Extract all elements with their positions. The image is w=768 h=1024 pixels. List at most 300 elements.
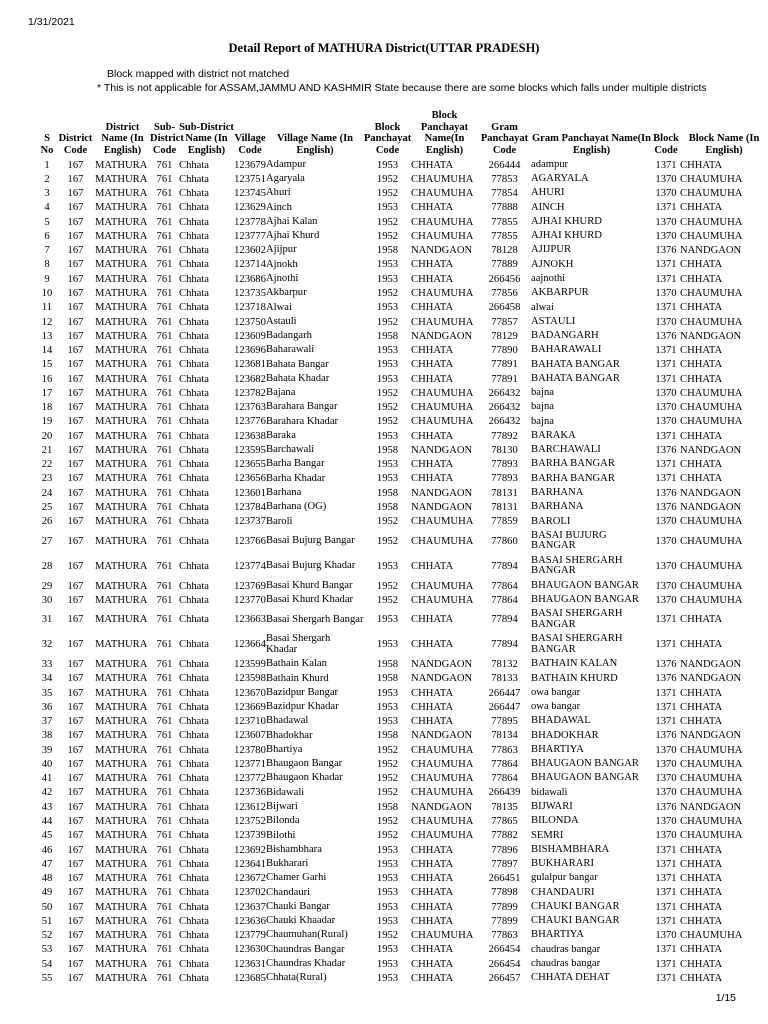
- cell-sub-district-name: Chhata: [179, 614, 210, 626]
- cell-sub-district-code: 761: [156, 901, 173, 913]
- cell-block-panchayat-code: 1953: [376, 844, 399, 856]
- cell-district-code: 167: [67, 958, 84, 970]
- cell-s-no: 35: [41, 687, 53, 699]
- cell-gram-panchayat-name: BASAI SHERGARH BANGAR: [531, 608, 623, 630]
- cell-block-code: 1371: [655, 273, 677, 285]
- cell-village-name: Barahara Bangar: [266, 401, 338, 413]
- cell-block-panchayat-name: CHHATA: [411, 202, 454, 214]
- header-district-code: District Code: [58, 133, 93, 156]
- cell-district-code: 167: [67, 202, 84, 214]
- cell-s-no: 21: [41, 444, 53, 456]
- cell-block-panchayat-code: 1953: [376, 302, 399, 314]
- cell-block-panchayat-code: 1953: [376, 972, 399, 984]
- cell-block-panchayat-code: 1953: [376, 915, 399, 927]
- cell-village-name: Badangarh: [266, 330, 312, 342]
- cell-gram-panchayat-code: 78133: [491, 673, 518, 685]
- cell-gram-panchayat-code: 77891: [491, 359, 518, 371]
- table-row: [38, 401, 768, 415]
- cell-district-code: 167: [67, 815, 84, 827]
- cell-district-code: 167: [67, 773, 84, 785]
- cell-gram-panchayat-code: 77856: [491, 288, 518, 300]
- cell-s-no: 11: [41, 302, 53, 314]
- cell-village-name: Ajhai Khurd: [266, 230, 320, 242]
- cell-village-code: 123679: [234, 159, 266, 171]
- cell-block-panchayat-code: 1952: [376, 288, 399, 300]
- cell-block-panchayat-code: 1952: [376, 744, 399, 756]
- cell-sub-district-code: 761: [156, 614, 173, 626]
- cell-district-code: 167: [67, 273, 84, 285]
- cell-village-code: 123777: [234, 230, 266, 242]
- cell-block-code: 1371: [655, 345, 677, 357]
- cell-district-name: MATHURA: [95, 687, 148, 699]
- cell-block-code: 1371: [655, 614, 677, 626]
- cell-village-name: Bidawali: [266, 786, 305, 798]
- cell-sub-district-name: Chhata: [179, 958, 210, 970]
- cell-block-panchayat-code: 1953: [376, 473, 399, 485]
- cell-district-code: 167: [67, 716, 84, 728]
- cell-district-name: MATHURA: [95, 873, 148, 885]
- cell-district-name: MATHURA: [95, 815, 148, 827]
- cell-s-no: 46: [41, 844, 53, 856]
- cell-block-name: CHAUMUHA: [680, 744, 743, 756]
- header-block-panchayat-code: Block Panchayat Code: [364, 121, 412, 156]
- cell-village-name: Barahara Khadar: [266, 415, 339, 427]
- cell-block-panchayat-code: 1953: [376, 858, 399, 870]
- cell-sub-district-name: Chhata: [179, 887, 210, 899]
- cell-block-panchayat-code: 1953: [376, 560, 399, 572]
- cell-block-name: CHHATA: [680, 858, 723, 870]
- cell-block-name: NANDGAON: [680, 245, 742, 257]
- cell-gram-panchayat-name: BIJWARI: [531, 800, 573, 812]
- cell-village-name: Ajijpur: [266, 244, 297, 256]
- cell-district-code: 167: [67, 430, 84, 442]
- table-row: [38, 686, 768, 700]
- cell-village-code: 123771: [234, 758, 266, 770]
- cell-district-code: 167: [67, 188, 84, 200]
- cell-block-code: 1370: [655, 815, 677, 827]
- cell-block-panchayat-code: 1953: [376, 716, 399, 728]
- cell-village-name: Basai Bujurg Khadar: [266, 560, 356, 572]
- cell-district-name: MATHURA: [95, 673, 148, 685]
- cell-block-panchayat-name: CHAUMUHA: [411, 535, 474, 547]
- table-row: [38, 429, 768, 443]
- cell-block-code: 1371: [655, 430, 677, 442]
- cell-village-code: 123763: [234, 402, 266, 414]
- cell-village-code: 123772: [234, 773, 266, 785]
- cell-village-name: Bishambhara: [266, 843, 322, 855]
- cell-gram-panchayat-name: BADANGARH: [531, 330, 599, 342]
- cell-sub-district-name: Chhata: [179, 730, 210, 742]
- table-row: [38, 301, 768, 315]
- cell-block-name: CHHATA: [680, 259, 723, 271]
- cell-block-name: CHAUMUHA: [680, 316, 743, 328]
- cell-gram-panchayat-code: 266451: [488, 873, 521, 885]
- cell-village-code: 123752: [234, 815, 266, 827]
- cell-block-code: 1370: [655, 516, 677, 528]
- cell-district-name: MATHURA: [95, 359, 148, 371]
- cell-block-name: CHAUMUHA: [680, 288, 743, 300]
- cell-block-panchayat-code: 1952: [376, 580, 399, 592]
- cell-block-panchayat-code: 1958: [376, 487, 399, 499]
- cell-block-code: 1376: [655, 487, 677, 499]
- cell-sub-district-code: 761: [156, 801, 173, 813]
- cell-district-name: MATHURA: [95, 930, 148, 942]
- cell-block-panchayat-code: 1952: [376, 815, 399, 827]
- cell-sub-district-name: Chhata: [179, 259, 210, 271]
- cell-gram-panchayat-name: ASTAULI: [531, 315, 576, 327]
- cell-block-name: CHAUMUHA: [680, 516, 743, 528]
- cell-sub-district-code: 761: [156, 744, 173, 756]
- cell-village-name: Bilonda: [266, 815, 300, 827]
- cell-s-no: 15: [41, 359, 53, 371]
- cell-block-panchayat-code: 1953: [376, 701, 399, 713]
- cell-block-panchayat-code: 1952: [376, 594, 399, 606]
- cell-district-code: 167: [67, 930, 84, 942]
- cell-s-no: 20: [41, 430, 53, 442]
- cell-s-no: 25: [41, 502, 53, 513]
- cell-block-panchayat-name: CHHATA: [411, 345, 454, 357]
- cell-sub-district-name: Chhata: [179, 430, 210, 442]
- cell-district-code: 167: [67, 345, 84, 357]
- cell-village-code: 123663: [234, 614, 266, 626]
- cell-village-name: Chaumuhan(Rural): [266, 929, 348, 941]
- cell-block-panchayat-name: NANDGAON: [411, 730, 473, 742]
- cell-gram-panchayat-name: BATHAIN KALAN: [531, 658, 618, 670]
- cell-gram-panchayat-code: 77855: [491, 216, 518, 228]
- cell-village-name: Bathain Khurd: [266, 672, 329, 684]
- cell-block-panchayat-name: CHHATA: [411, 614, 454, 626]
- cell-block-name: CHAUMUHA: [680, 758, 743, 770]
- cell-s-no: 2: [44, 173, 50, 185]
- header-block-name: Block Name (In English): [688, 133, 760, 156]
- cell-village-name: Chauki Bangar: [266, 900, 330, 912]
- cell-block-name: CHHATA: [680, 901, 723, 913]
- cell-block-panchayat-name: NANDGAON: [411, 245, 473, 257]
- cell-gram-panchayat-name: alwai: [531, 301, 554, 313]
- cell-gram-panchayat-name: BAHATA BANGAR: [531, 372, 620, 384]
- cell-block-panchayat-code: 1952: [376, 516, 399, 528]
- cell-sub-district-code: 761: [156, 958, 173, 970]
- cell-district-name: MATHURA: [95, 302, 148, 314]
- cell-sub-district-name: Chhata: [179, 387, 210, 399]
- cell-block-name: CHHATA: [680, 716, 723, 728]
- cell-block-code: 1376: [655, 730, 677, 742]
- header-s-no: S No: [40, 133, 54, 156]
- cell-block-panchayat-code: 1952: [376, 773, 399, 785]
- cell-block-name: CHAUMUHA: [680, 773, 743, 785]
- cell-block-panchayat-name: CHAUMUHA: [411, 594, 474, 606]
- cell-block-panchayat-code: 1952: [376, 758, 399, 770]
- cell-block-panchayat-code: 1953: [376, 359, 399, 371]
- cell-gram-panchayat-code: 77892: [491, 430, 518, 442]
- cell-block-code: 1370: [655, 744, 677, 756]
- cell-s-no: 54: [41, 958, 53, 970]
- cell-gram-panchayat-code: 266454: [488, 944, 521, 956]
- cell-district-name: MATHURA: [95, 373, 148, 385]
- cell-gram-panchayat-name: BASAI BUJURG BANGAR: [531, 529, 607, 552]
- cell-block-panchayat-name: CHAUMUHA: [411, 173, 474, 185]
- cell-s-no: 50: [41, 901, 53, 913]
- cell-block-panchayat-code: 1958: [376, 730, 399, 742]
- cell-district-code: 167: [67, 259, 84, 271]
- cell-district-code: 167: [67, 502, 84, 513]
- header-district-name: District Name (In English): [101, 121, 144, 156]
- cell-sub-district-code: 761: [156, 815, 173, 827]
- cell-s-no: 19: [41, 416, 53, 428]
- cell-district-name: MATHURA: [95, 345, 148, 357]
- cell-s-no: 41: [41, 773, 53, 785]
- table-row: [38, 458, 768, 472]
- cell-village-code: 123638: [234, 430, 266, 442]
- cell-sub-district-name: Chhata: [179, 915, 210, 927]
- cell-sub-district-name: Chhata: [179, 560, 210, 572]
- cell-gram-panchayat-name: BATHAIN KHURD: [531, 672, 618, 684]
- cell-block-panchayat-name: CHHATA: [411, 858, 454, 870]
- cell-sub-district-code: 761: [156, 487, 173, 499]
- cell-s-no: 37: [41, 716, 53, 728]
- cell-village-code: 123779: [234, 930, 266, 942]
- cell-block-name: CHAUMUHA: [680, 594, 743, 606]
- cell-district-name: MATHURA: [95, 430, 148, 442]
- table-row: [38, 657, 768, 671]
- cell-gram-panchayat-name: AHURI: [531, 187, 565, 199]
- cell-village-code: 123780: [234, 744, 266, 756]
- cell-s-no: 45: [41, 830, 53, 842]
- cell-gram-panchayat-name: BARHANA: [531, 501, 584, 513]
- cell-block-code: 1371: [655, 972, 677, 984]
- cell-sub-district-name: Chhata: [179, 773, 210, 785]
- cell-village-name: Barhana (OG): [266, 501, 327, 513]
- cell-block-panchayat-code: 1952: [376, 216, 399, 228]
- cell-sub-district-code: 761: [156, 273, 173, 285]
- cell-gram-panchayat-code: 77889: [491, 259, 518, 271]
- cell-block-code: 1371: [655, 701, 677, 713]
- table-row: [38, 272, 768, 286]
- table-row: [38, 215, 768, 229]
- cell-district-code: 167: [67, 302, 84, 314]
- cell-gram-panchayat-name: gulalpur bangar: [531, 872, 598, 884]
- cell-block-name: NANDGAON: [680, 502, 742, 513]
- cell-district-code: 167: [67, 416, 84, 428]
- cell-district-name: MATHURA: [95, 173, 148, 185]
- cell-sub-district-code: 761: [156, 673, 173, 685]
- cell-block-panchayat-name: NANDGAON: [411, 444, 473, 456]
- cell-gram-panchayat-code: 266444: [488, 159, 521, 171]
- cell-gram-panchayat-code: 77893: [491, 459, 518, 471]
- cell-block-name: CHAUMUHA: [680, 230, 743, 242]
- cell-block-code: 1376: [655, 502, 677, 513]
- cell-block-panchayat-name: CHAUMUHA: [411, 316, 474, 328]
- cell-village-name: Barha Bangar: [266, 458, 325, 470]
- cell-sub-district-code: 761: [156, 188, 173, 200]
- cell-block-panchayat-code: 1953: [376, 259, 399, 271]
- cell-gram-panchayat-code: 78132: [491, 659, 518, 671]
- cell-village-code: 123612: [234, 801, 266, 813]
- cell-sub-district-name: Chhata: [179, 502, 210, 513]
- cell-village-code: 123714: [234, 259, 266, 271]
- cell-village-name: Bhaugaon Bangar: [266, 758, 343, 770]
- cell-block-name: CHHATA: [680, 159, 723, 171]
- cell-district-name: MATHURA: [95, 639, 148, 651]
- table-row: [38, 786, 768, 800]
- cell-village-code: 123769: [234, 580, 266, 592]
- cell-block-panchayat-code: 1953: [376, 887, 399, 899]
- cell-village-name: Ainch: [266, 201, 292, 213]
- cell-block-panchayat-code: 1953: [376, 944, 399, 956]
- cell-sub-district-code: 761: [156, 444, 173, 456]
- cell-district-code: 167: [67, 639, 84, 651]
- cell-block-panchayat-name: CHHATA: [411, 159, 454, 171]
- cell-block-name: CHAUMUHA: [680, 387, 743, 399]
- cell-village-code: 123595: [234, 444, 266, 456]
- cell-s-no: 1: [44, 159, 50, 171]
- cell-sub-district-code: 761: [156, 580, 173, 592]
- cell-block-name: CHHATA: [680, 359, 723, 371]
- cell-s-no: 26: [41, 516, 53, 528]
- cell-block-panchayat-name: CHAUMUHA: [411, 216, 474, 228]
- cell-block-name: NANDGAON: [680, 330, 742, 342]
- cell-block-panchayat-name: NANDGAON: [411, 330, 473, 342]
- cell-village-name: Bilothi: [266, 829, 296, 841]
- cell-gram-panchayat-code: 77896: [491, 844, 518, 856]
- cell-sub-district-name: Chhata: [179, 659, 210, 671]
- cell-district-code: 167: [67, 944, 84, 956]
- cell-gram-panchayat-name: AJHAI KHURD: [531, 215, 602, 227]
- cell-sub-district-name: Chhata: [179, 815, 210, 827]
- cell-block-panchayat-code: 1958: [376, 444, 399, 456]
- cell-village-name: Bajana: [266, 387, 296, 399]
- cell-s-no: 13: [41, 330, 53, 342]
- cell-gram-panchayat-name: owa bangar: [531, 701, 581, 713]
- cell-block-panchayat-name: CHAUMUHA: [411, 230, 474, 242]
- cell-s-no: 30: [41, 594, 53, 606]
- cell-district-code: 167: [67, 844, 84, 856]
- cell-sub-district-name: Chhata: [179, 402, 210, 414]
- cell-district-name: MATHURA: [95, 535, 148, 547]
- cell-block-panchayat-name: CHHATA: [411, 639, 454, 651]
- cell-sub-district-name: Chhata: [179, 758, 210, 770]
- cell-block-code: 1370: [655, 580, 677, 592]
- cell-district-code: 167: [67, 873, 84, 885]
- cell-gram-panchayat-code: 77864: [491, 580, 518, 592]
- cell-sub-district-code: 761: [156, 560, 173, 572]
- cell-village-name: Basai Bujurg Bangar: [266, 535, 355, 547]
- cell-district-code: 167: [67, 245, 84, 257]
- cell-block-panchayat-name: CHHATA: [411, 302, 454, 314]
- cell-gram-panchayat-code: 77859: [491, 516, 518, 528]
- cell-district-name: MATHURA: [95, 416, 148, 428]
- cell-gram-panchayat-name: AJNOKH: [531, 258, 574, 270]
- cell-sub-district-code: 761: [156, 245, 173, 257]
- cell-village-code: 123681: [234, 359, 266, 371]
- table-row: [38, 772, 768, 786]
- cell-sub-district-code: 761: [156, 316, 173, 328]
- table-row: [38, 871, 768, 885]
- table-row: [38, 700, 768, 714]
- cell-district-name: MATHURA: [95, 387, 148, 399]
- cell-sub-district-code: 761: [156, 687, 173, 699]
- cell-s-no: 33: [41, 659, 53, 671]
- cell-block-code: 1370: [655, 773, 677, 785]
- cell-sub-district-code: 761: [156, 915, 173, 927]
- cell-block-name: CHAUMUHA: [680, 815, 743, 827]
- header-block-panchayat-name: Block Panchayat Name(In English): [420, 110, 469, 156]
- cell-s-no: 5: [44, 216, 50, 228]
- cell-village-code: 123751: [234, 173, 266, 185]
- cell-block-code: 1370: [655, 787, 677, 799]
- cell-sub-district-code: 761: [156, 473, 173, 485]
- cell-village-name: Chandauri: [266, 886, 311, 898]
- cell-village-code: 123602: [234, 245, 266, 257]
- cell-gram-panchayat-code: 77854: [491, 188, 518, 200]
- cell-village-code: 123778: [234, 216, 266, 228]
- cell-sub-district-name: Chhata: [179, 701, 210, 713]
- cell-block-panchayat-name: CHAUMUHA: [411, 188, 474, 200]
- cell-village-code: 123609: [234, 330, 266, 342]
- cell-block-panchayat-name: CHHATA: [411, 359, 454, 371]
- cell-village-name: Barhana: [266, 486, 302, 498]
- cell-block-name: NANDGAON: [680, 659, 742, 671]
- cell-gram-panchayat-code: 78129: [491, 330, 518, 342]
- cell-village-name: Ajnokh: [266, 258, 298, 270]
- cell-gram-panchayat-name: BUKHARARI: [531, 858, 594, 870]
- cell-gram-panchayat-code: 266457: [488, 972, 521, 984]
- cell-gram-panchayat-name: BHADAWAL: [531, 715, 591, 727]
- table-row: [38, 814, 768, 828]
- table-row: [38, 607, 768, 632]
- table-row: [38, 886, 768, 900]
- cell-village-code: 123630: [234, 944, 266, 956]
- cell-block-name: CHHATA: [680, 887, 723, 899]
- cell-gram-panchayat-code: 77888: [491, 202, 518, 214]
- cell-block-name: CHAUMUHA: [680, 402, 743, 414]
- cell-gram-panchayat-code: 266432: [488, 416, 521, 428]
- cell-s-no: 22: [41, 459, 53, 471]
- cell-block-code: 1370: [655, 416, 677, 428]
- cell-sub-district-code: 761: [156, 302, 173, 314]
- cell-district-code: 167: [67, 580, 84, 592]
- cell-village-code: 123782: [234, 387, 266, 399]
- cell-block-name: CHHATA: [680, 944, 723, 956]
- cell-gram-panchayat-name: BASAI SHERGARH BANGAR: [531, 633, 623, 655]
- cell-district-code: 167: [67, 535, 84, 547]
- cell-block-code: 1376: [655, 673, 677, 685]
- table-row: [38, 529, 768, 554]
- cell-s-no: 14: [41, 345, 53, 357]
- cell-s-no: 24: [41, 487, 53, 499]
- cell-block-code: 1371: [655, 958, 677, 970]
- cell-sub-district-name: Chhata: [179, 639, 210, 651]
- cell-sub-district-code: 761: [156, 594, 173, 606]
- table-row: [38, 743, 768, 757]
- cell-district-code: 167: [67, 173, 84, 185]
- cell-sub-district-code: 761: [156, 387, 173, 399]
- cell-district-code: 167: [67, 787, 84, 799]
- cell-block-panchayat-name: CHHATA: [411, 844, 454, 856]
- cell-sub-district-name: Chhata: [179, 858, 210, 870]
- cell-gram-panchayat-code: 266456: [488, 273, 521, 285]
- page-title: Detail Report of MATHURA District(UTTAR PRADESH): [228, 41, 540, 55]
- cell-district-name: MATHURA: [95, 787, 148, 799]
- cell-village-code: 123710: [234, 716, 266, 728]
- cell-district-name: MATHURA: [95, 216, 148, 228]
- cell-sub-district-code: 761: [156, 773, 173, 785]
- cell-block-code: 1370: [655, 758, 677, 770]
- cell-sub-district-code: 761: [156, 844, 173, 856]
- table-row: [38, 329, 768, 343]
- cell-sub-district-code: 761: [156, 416, 173, 428]
- cell-sub-district-name: Chhata: [179, 516, 210, 528]
